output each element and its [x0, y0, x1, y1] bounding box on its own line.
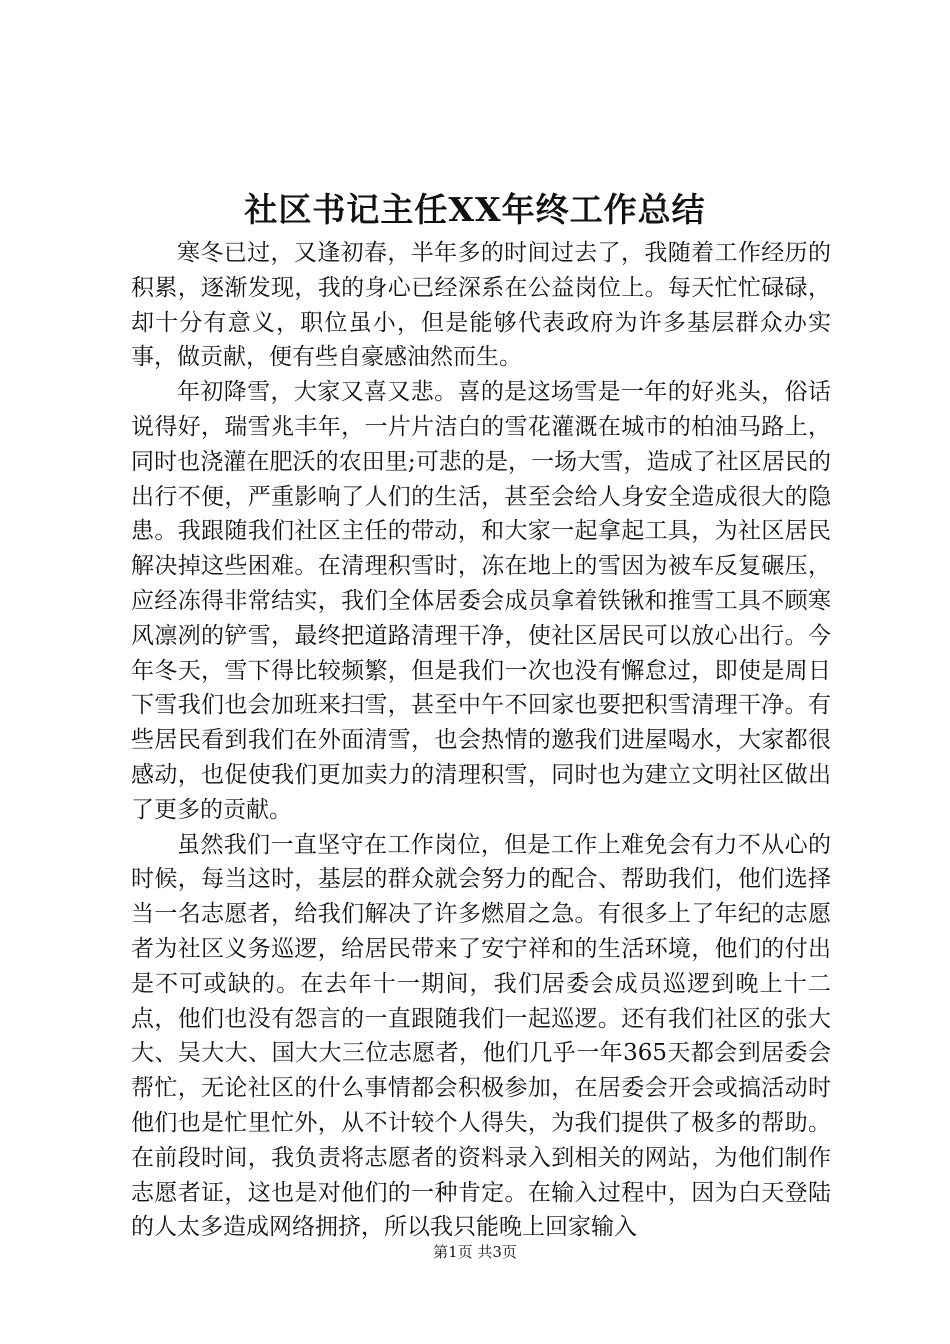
paragraph-3: 虽然我们一直坚守在工作岗位，但是工作上难免会有力不从心的时候，每当这时，基层的群众就会努力的配合、帮助我们，他们选择当一名志愿者，给我们解决了许多燃眉之急。有很多上了年纪的志愿者为社区义务巡逻，给居民带来了安宁祥和的生活环境，他们的付出是不可或缺的。在去年十一期间，我们居委会成员巡逻到晚上十二点，他们也没有怨言的一直跟随我们一起巡逻。还有我们社区的张大大、吴大大、国大大三位志愿者，他们几乎一年365天都会到居委会帮忙，无论社区的什么事情都会积极参加，在居委会开会或搞活动时他们也是忙里忙外，从不计较个人得失，为我们提供了极多的帮助。在前段时间，我负责将志愿者的资料录入到相关的网站，为他们制作志愿者证，这也是对他们的一种肯定。在输入过程中，因为白天登陆的人太多造成网络拥挤，所以我只能晚上回家输入 [131, 831, 831, 1241]
paragraph-2: 年初降雪，大家又喜又悲。喜的是这场雪是一年的好兆头，俗话说得好，瑞雪兆丰年，一片片洁白的雪花灌溉在城市的柏油马路上，同时也浇灌在肥沃的农田里;可悲的是，一场大雪，造成了社区居民的出行不便，严重影响了人们的生活，甚至会给人身安全造成很大的隐患。我跟随我们社区主任的带动，和大家一起拿起工具，为社区居民解决掉这些困难。在清理积雪时，冻在地上的雪因为被车反复碾压，应经冻得非常结实，我们全体居委会成员拿着铁锹和推雪工具不顾寒风凛冽的铲雪，最终把道路清理干净，使社区居民可以放心出行。今年冬天，雪下得比较频繁，但是我们一次也没有懈怠过，即使是周日下雪我们也会加班来扫雪，甚至中午不回家也要把积雪清理干净。有些居民看到我们在外面清雪，也会热情的邀我们进屋喝水，大家都很感动，也促使我们更加卖力的清理积雪，同时也为建立文明社区做出了更多的贡献。 [131, 379, 831, 823]
paragraph-1: 寒冬已过，又逢初春，半年多的时间过去了，我随着工作经历的积累，逐渐发现，我的身心已经深系在公益岗位上。每天忙忙碌碌，却十分有意义，职位虽小，但是能够代表政府为许多基层群众办实事，做贡献，便有些自豪感油然而生。 [131, 240, 831, 371]
page-footer [0, 1242, 950, 1262]
document-title: 社区书记主任XX年终工作总结 [244, 190, 706, 229]
document-body [131, 236, 831, 1245]
page-number: 第1页 共3页 [433, 1243, 517, 1261]
